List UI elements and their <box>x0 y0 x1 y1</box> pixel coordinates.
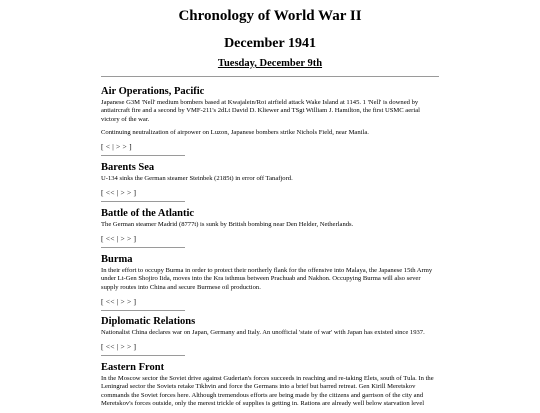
section-paragraph: In the Moscow sector the Soviet drive against Guderian's forces succeeds in reaching and re-taking Elets, south of Tula. In the Leningrad sector the Soviets retake Tikhvin and force the Germans into a brief but barred retreat. Gen Kirill Meretskov commands the Soviet forces here. Although tremendous efforts are being made by the citizens and garrison of the city and Meretskov's forces outside, only the merest trickle of supplies is getting in. Rations are already well below starvation level <box>101 375 434 407</box>
divider <box>101 201 185 202</box>
divider <box>101 247 185 248</box>
section-paragraph: Continuing neutralization of airpower on Luzon, Japanese bombers strike Nichols Field, near Manila. <box>101 128 369 136</box>
section-nav[interactable]: [ << | > > ] <box>101 296 137 306</box>
section-title: Eastern Front <box>101 362 165 373</box>
divider <box>101 310 185 311</box>
section-battle-of-the-atlantic <box>101 208 439 248</box>
section-nav[interactable]: [ << | > > ] <box>101 342 137 352</box>
page-title: Chronology of World War II <box>178 8 362 24</box>
divider <box>101 155 185 156</box>
section-paragraph: The German steamer Madrid (8777t) is sunk by British bombing near Den Helder, Netherlands. <box>101 221 354 228</box>
section-burma <box>101 254 439 311</box>
section-nav[interactable]: [ < | > > ] <box>101 142 132 152</box>
section-paragraph: Japanese G3M 'Nell' medium bombers based at Kwajalein/Roi airfield attack Wake Island at 1145. 1 'Nell' is downed by antiaircraft fire and a second by VMF-211's 2dLt David D. Kliewer and TSgt William J. Hamilton, the first USMC aerial victory of the war. <box>101 99 420 123</box>
section-diplomatic-relations <box>101 316 439 356</box>
section-title: Air Operations, Pacific <box>101 86 205 97</box>
section-title: Barents Sea <box>101 162 155 173</box>
section-title: Burma <box>101 254 133 265</box>
section-nav[interactable]: [ << | > > ] <box>101 188 137 198</box>
section-barents-sea <box>101 162 439 202</box>
section-paragraph: Nationalist China declares war on Japan, Germany and Italy. An unofficial 'state of war' with Japan has existed since 1937. <box>101 329 425 336</box>
section-body <box>101 329 439 337</box>
section-body <box>101 175 439 183</box>
divider <box>101 355 185 356</box>
section-body <box>101 99 439 137</box>
section-title: Battle of the Atlantic <box>101 208 195 219</box>
section-air-operations-pacific <box>101 86 439 156</box>
section-paragraph: In their effort to occupy Burma in order to protect their northerly flank for the offensive into Malaya, the Japanese 15th Army under Lt-Gen Shojiro Iida, moves into the Kra isthmus between Prachuab and Nakhon. Occupying Burma will also sever supply routes into China and secure Burmese oil production. <box>101 267 433 291</box>
section-eastern-front <box>101 362 439 413</box>
section-body <box>101 267 439 292</box>
page-subtitle: December 1941 <box>224 36 316 51</box>
section-paragraph: U-134 sinks the German steamer Steinbek (2185t) in error off Tanafjord. <box>101 175 293 182</box>
section-title: Diplomatic Relations <box>101 316 196 327</box>
divider <box>101 76 439 77</box>
date-heading[interactable]: Tuesday, December 9th <box>217 58 323 69</box>
section-body <box>101 375 439 408</box>
section-nav[interactable]: [ << | > > ] <box>101 234 137 244</box>
section-body <box>101 221 439 229</box>
